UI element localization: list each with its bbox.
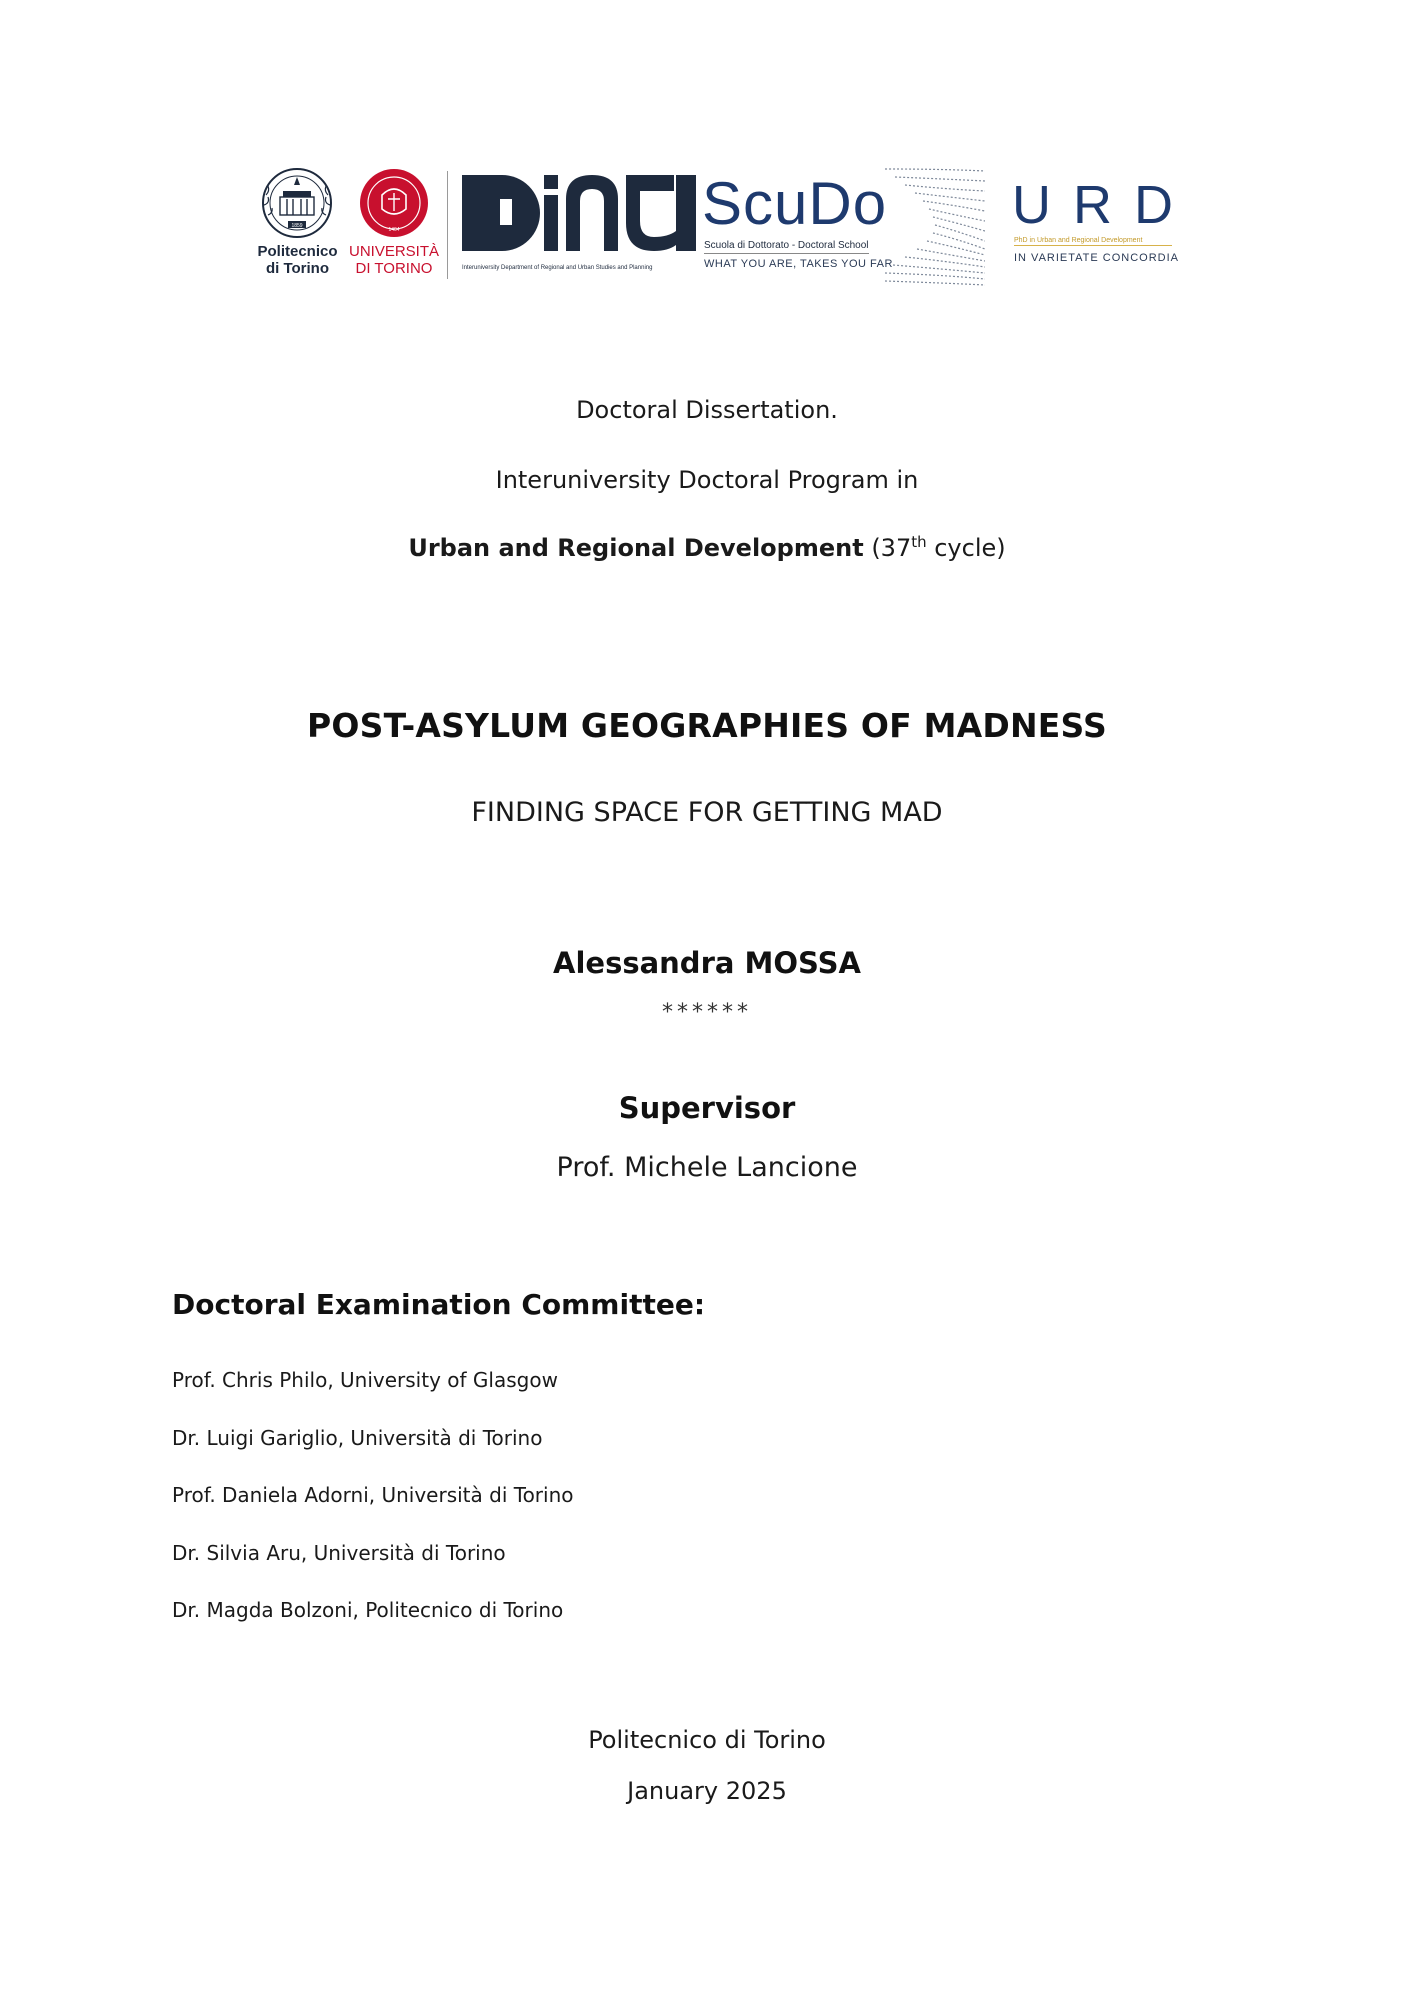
committee-heading: Doctoral Examination Committee: <box>172 1288 706 1321</box>
scudo-subtitle: Scuola di Dottorato - Doctoral School <box>704 240 869 254</box>
committee-member: Dr. Luigi Gariglio, Università di Torino <box>172 1425 543 1450</box>
program-line <box>0 534 1414 562</box>
dissertation-title: POST-ASYLUM GEOGRAPHIES OF MADNESS <box>306 706 1107 745</box>
urd-letters: URD <box>1012 175 1195 235</box>
scudo-wave-pattern-icon <box>885 165 985 290</box>
committee-member: Prof. Chris Philo, University of Glasgow <box>172 1368 558 1392</box>
committee-member: Dr. Silvia Aru, Università di Torino <box>172 1540 506 1565</box>
svg-text:1404: 1404 <box>388 227 400 233</box>
dissertation-type: Doctoral Dissertation. <box>576 396 838 424</box>
scudo-tagline: WHAT YOU ARE, TAKES YOU FAR <box>704 258 893 270</box>
cycle-open: (37 <box>863 534 912 562</box>
urd-rule <box>1014 245 1172 246</box>
unito-logo <box>348 165 440 290</box>
scudo-wordmark: ScuDo <box>702 170 888 237</box>
committee-member: Dr. Magda Bolzoni, Politecnico di Torino <box>172 1598 564 1622</box>
dist-caption: Interuniversity Department of Regional and Urban Studies and Planning <box>462 265 653 271</box>
author-name: Alessandra MOSSA <box>553 946 861 980</box>
logo-divider <box>447 171 448 279</box>
logo-strip <box>250 165 1195 290</box>
dist-logotype-icon <box>462 165 697 261</box>
dissertation-subtitle: FINDING SPACE FOR GETTING MAD <box>471 797 943 828</box>
separator-stars: ****** <box>662 1000 752 1025</box>
cycle-superscript: th <box>911 533 927 551</box>
program-name: Urban and Regional Development <box>408 534 864 562</box>
footer-date: January 2025 <box>627 1777 787 1805</box>
committee-member: Prof. Daniela Adorni, Università di Torino <box>172 1483 574 1507</box>
scudo-logo <box>690 165 985 290</box>
polito-logo-text: Politecnico di Torino <box>257 243 338 277</box>
unito-seal-icon <box>348 165 440 241</box>
polito-seal-icon <box>250 165 345 241</box>
supervisor-name: Prof. Michele Lancione <box>556 1152 858 1183</box>
urd-motto: IN VARIETATE CONCORDIA <box>1014 252 1180 264</box>
supervisor-label: Supervisor <box>618 1091 796 1125</box>
cycle-close: cycle) <box>926 534 1006 562</box>
program-intro: Interuniversity Doctoral Program in <box>495 466 919 494</box>
committee-list <box>172 1365 574 1653</box>
unito-logo-text: UNIVERSITÀ DI TORINO <box>348 243 439 277</box>
urd-subtitle: PhD in Urban and Regional Development <box>1014 237 1143 244</box>
urd-logo <box>1012 175 1195 285</box>
footer-institution: Politecnico di Torino <box>588 1726 826 1754</box>
dist-logo <box>462 165 697 290</box>
polito-logo <box>250 165 345 290</box>
svg-text:1859: 1859 <box>291 223 303 229</box>
